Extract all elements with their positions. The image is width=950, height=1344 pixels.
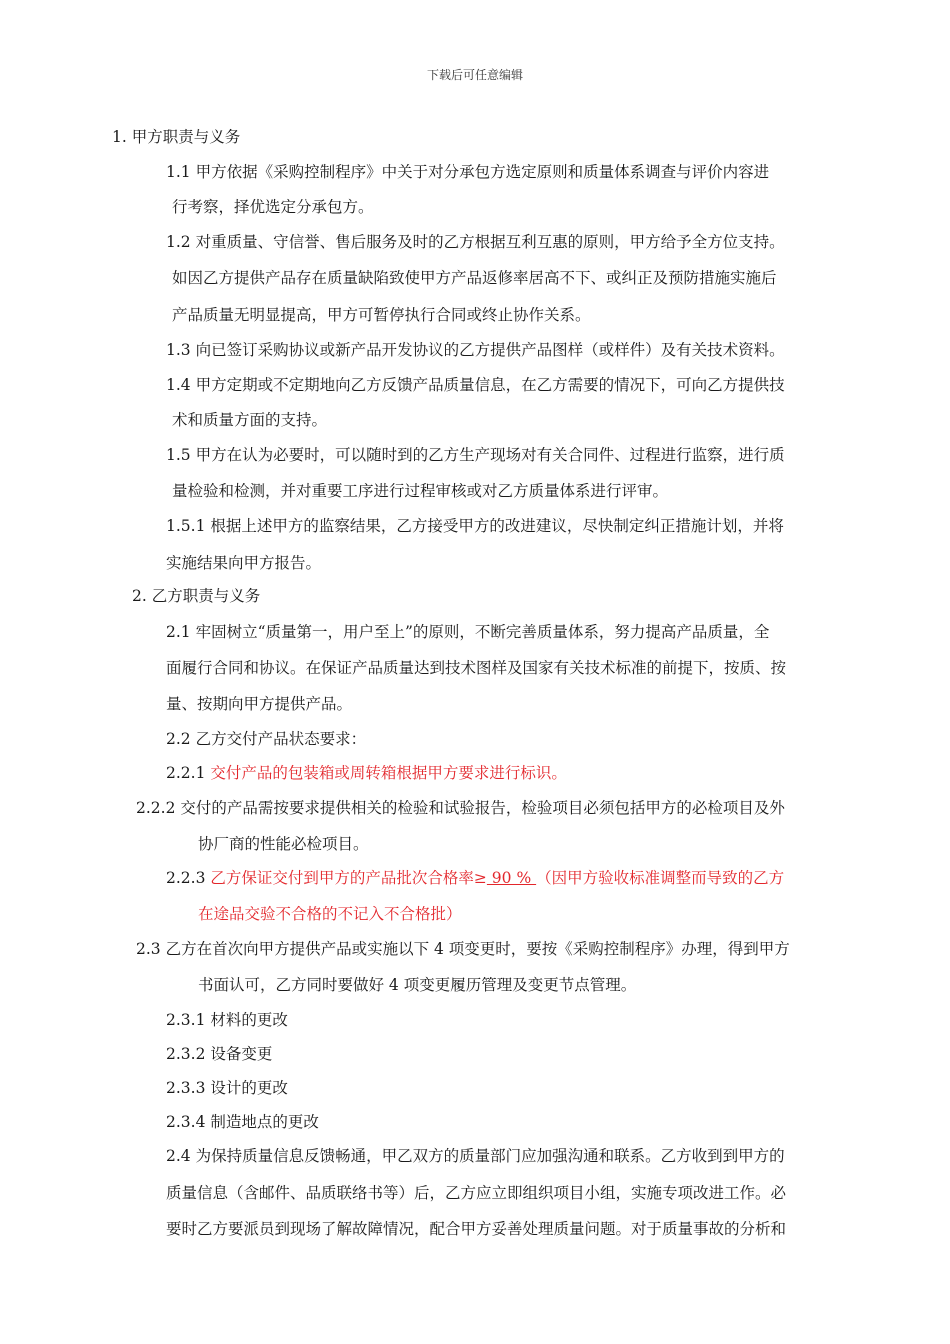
clause-2-2-3-text: 乙方保证交付到甲方的产品批次合格率≥ bbox=[210, 869, 487, 887]
clause-1-2-line-3: 产品质量无明显提高，甲方可暂停执行合同或终止协作关系。 bbox=[172, 306, 591, 324]
clause-1-5-1-line-2: 实施结果向甲方报告。 bbox=[166, 554, 322, 572]
clause-2-3-1: 2.3.1 材料的更改 bbox=[166, 1011, 288, 1029]
clause-2-3-2: 2.3.2 设备变更 bbox=[166, 1045, 273, 1063]
clause-1-2-line-1: 1.2 对重质量、守信誉、售后服务及时的乙方根据互利互惠的原则，甲方给予全方位支持。 bbox=[166, 233, 785, 251]
clause-2-4-line-1: 2.4 为保持质量信息反馈畅通，甲乙双方的质量部门应加强沟通和联系。乙方收到到甲方的 bbox=[166, 1147, 785, 1165]
clause-2-3-line-2: 书面认可，乙方同时要做好 4 项变更履历管理及变更节点管理。 bbox=[198, 976, 637, 994]
page-header: 下载后可任意编辑 bbox=[426, 68, 523, 82]
clause-1-5-1-line-1: 1.5.1 根据上述甲方的监察结果，乙方接受甲方的改进建议，尽快制定纠正措施计划，并将 bbox=[166, 517, 784, 535]
clause-2-3-line-1: 2.3 乙方在首次向甲方提供产品或实施以下 4 项变更时，要按《采购控制程序》办理，得到甲方 bbox=[136, 940, 790, 958]
clause-2-2-3-line-2: 在途品交验不合格的不记入不合格批） bbox=[198, 905, 462, 923]
section-1-title: 1. 甲方职责与义务 bbox=[112, 128, 241, 146]
clause-2-3-4: 2.3.4 制造地点的更改 bbox=[166, 1113, 319, 1131]
clause-1-1-line-2: 行考察，择优选定分承包方。 bbox=[172, 198, 374, 216]
clause-2-2-2-line-1: 2.2.2 交付的产品需按要求提供相关的检验和试验报告，检验项目必须包括甲方的必检项目及外 bbox=[136, 799, 785, 817]
section-2-title: 2. 乙方职责与义务 bbox=[132, 587, 261, 605]
clause-2-1-line-3: 量、按期向甲方提供产品。 bbox=[166, 695, 353, 713]
clause-2-2-3-line-1 bbox=[166, 867, 784, 889]
clause-1-3: 1.3 向已签订采购协议或新产品开发协议的乙方提供产品图样（或样件）及有关技术资料。 bbox=[166, 341, 785, 359]
clause-1-4-line-1: 1.4 甲方定期或不定期地向乙方反馈产品质量信息，在乙方需要的情况下，可向乙方提供技 bbox=[166, 376, 785, 394]
clause-2-1-line-2: 面履行合同和协议。在保证产品质量达到技术图样及国家有关技术标准的前提下，按质、按 bbox=[166, 659, 787, 677]
clause-2-4-line-3: 要时乙方要派员到现场了解故障情况，配合甲方妥善处理质量问题。对于质量事故的分析和 bbox=[166, 1220, 787, 1238]
pass-rate-value: 90 % bbox=[486, 869, 537, 887]
clause-2-4-line-2: 质量信息（含邮件、品质联络书等）后，乙方应立即组织项目小组，实施专项改进工作。必 bbox=[166, 1184, 787, 1202]
clause-1-4-line-2: 术和质量方面的支持。 bbox=[172, 411, 328, 429]
clause-1-1-line-1: 1.1 甲方依据《采购控制程序》中关于对分承包方选定原则和质量体系调查与评价内容进 bbox=[166, 163, 770, 181]
clause-2-2-2-line-2: 协厂商的性能必检项目。 bbox=[198, 835, 369, 853]
clause-2-2: 2.2 乙方交付产品状态要求： bbox=[166, 730, 367, 748]
clause-1-5-line-1: 1.5 甲方在认为必要时，可以随时到的乙方生产现场对有关合同件、过程进行监察，进行质 bbox=[166, 446, 785, 464]
clause-2-2-3-number: 2.2.3 bbox=[166, 869, 211, 887]
clause-2-2-3-note: （因甲方验收标准调整而导致的乙方 bbox=[536, 869, 785, 887]
clause-2-3-3: 2.3.3 设计的更改 bbox=[166, 1079, 288, 1097]
clause-2-2-1 bbox=[166, 762, 567, 784]
clause-2-2-1-text: 交付产品的包装箱或周转箱根据甲方要求进行标识。 bbox=[210, 764, 567, 782]
clause-2-2-1-number: 2.2.1 bbox=[166, 764, 211, 782]
clause-1-5-line-2: 量检验和检测，并对重要工序进行过程审核或对乙方质量体系进行评审。 bbox=[172, 482, 669, 500]
clause-1-2-line-2: 如因乙方提供产品存在质量缺陷致使甲方产品返修率居高不下、或纠正及预防措施实施后 bbox=[172, 269, 777, 287]
clause-2-1-line-1: 2.1 牢固树立“质量第一，用户至上”的原则，不断完善质量体系，努力提高产品质量，全 bbox=[166, 623, 770, 641]
